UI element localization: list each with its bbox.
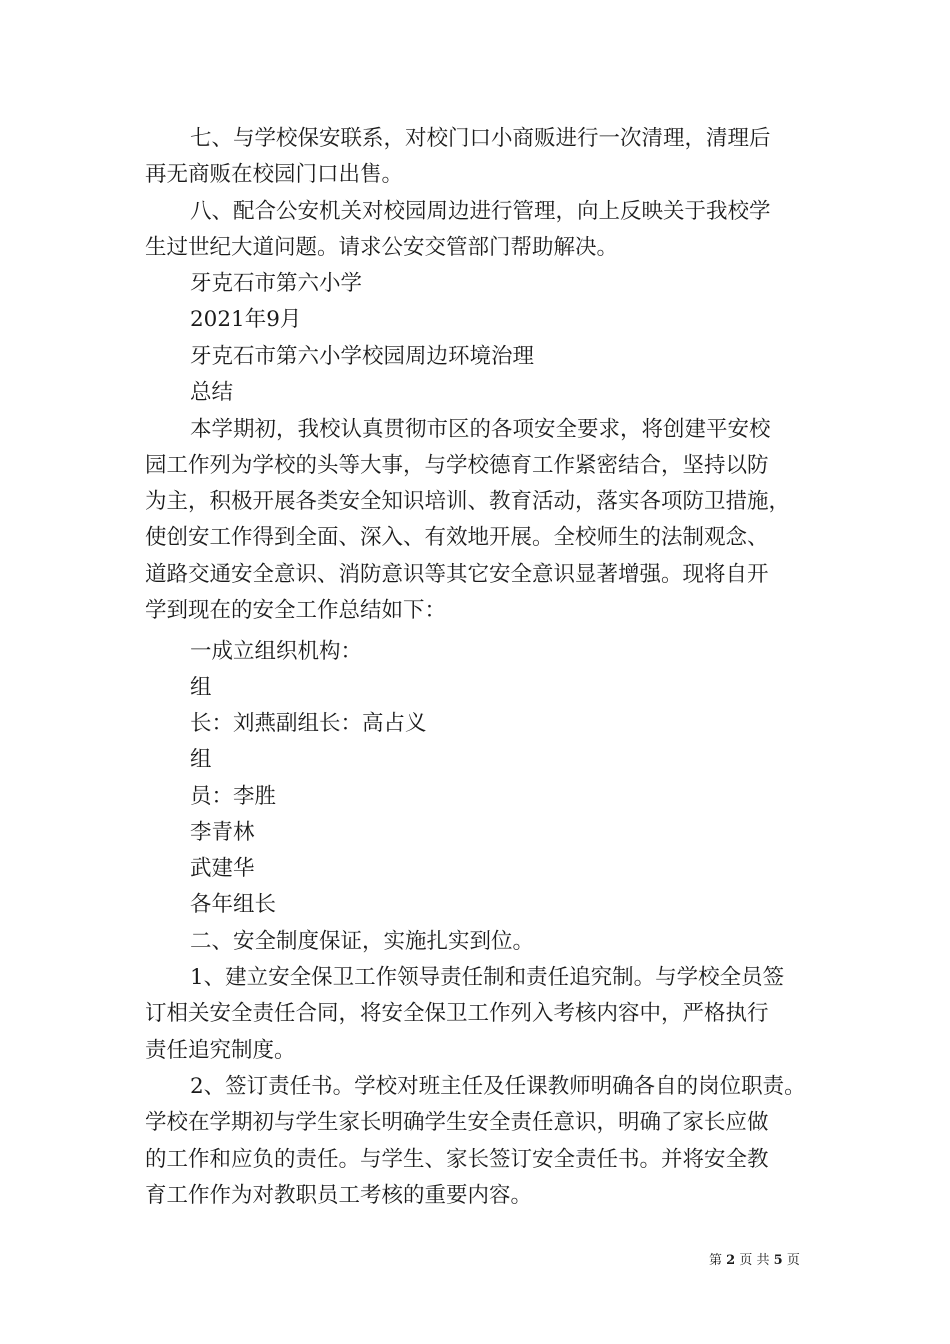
text-line: 再无商贩在校园门口出售。 [145, 162, 404, 187]
page-number-footer [709, 1249, 800, 1268]
text-line: 八、配合公安机关对校园周边进行管理，向上反映关于我校学 [190, 199, 771, 224]
text-line: 2、签订责任书。学校对班主任及任课教师明确各自的岗位职责。 [190, 1074, 806, 1099]
text-line: 学到现在的安全工作总结如下： [145, 598, 447, 623]
text-line: 组 [190, 747, 212, 772]
text-line: 本学期初，我校认真贯彻市区的各项安全要求，将创建平安校 [190, 417, 771, 442]
text-line: 员：李胜 [190, 784, 277, 809]
text-line: 园工作列为学校的头等大事，与学校德育工作紧密结合，坚持以防 [145, 453, 769, 478]
text-line: 为主，积极开展各类安全知识培训、教育活动，落实各项防卫措施， [145, 489, 791, 514]
text-line: 二、安全制度保证，实施扎实到位。 [190, 929, 535, 954]
text-line: 订相关安全责任合同，将安全保卫工作列入考核内容中，严格执行 [145, 1001, 769, 1026]
text-line: 1、建立安全保卫工作领导责任制和责任追究制。与学校全员签 [190, 965, 785, 990]
text-line: 武建华 [190, 856, 255, 881]
text-line: 使创安工作得到全面、深入、有效地开展。全校师生的法制观念、 [145, 525, 769, 550]
text-line: 生过世纪大道问题。请求公安交管部门帮助解决。 [145, 235, 619, 260]
text-line: 2021年9月 [190, 307, 302, 332]
text-line: 长：刘燕副组长：高占义 [190, 711, 427, 736]
text-line: 李青林 [190, 820, 255, 845]
text-line: 组 [190, 675, 212, 700]
text-line: 各年组长 [190, 892, 277, 917]
text-line: 道路交通安全意识、消防意识等其它安全意识显著增强。现将自开 [145, 562, 769, 587]
footer-suffix: 页 [786, 1253, 800, 1268]
text-line: 总结 [190, 380, 234, 405]
text-line: 学校在学期初与学生家长明确学生安全责任意识，明确了家长应做 [145, 1110, 769, 1135]
total-page-count: 5 [773, 1253, 783, 1268]
text-line: 的工作和应负的责任。与学生、家长签订安全责任书。并将安全教 [145, 1147, 769, 1172]
current-page-number: 2 [726, 1253, 736, 1268]
text-line: 一成立组织机构： [190, 639, 363, 664]
text-line: 七、与学校保安联系，对校门口小商贩进行一次清理，清理后 [190, 126, 771, 151]
footer-middle: 页 共 [739, 1253, 770, 1268]
text-line: 责任追究制度。 [145, 1038, 296, 1063]
footer-prefix: 第 [709, 1253, 723, 1268]
text-line: 牙克石市第六小学校园周边环境治理 [190, 344, 535, 369]
text-line: 牙克石市第六小学 [190, 271, 363, 296]
text-line: 育工作作为对教职员工考核的重要内容。 [145, 1183, 533, 1208]
